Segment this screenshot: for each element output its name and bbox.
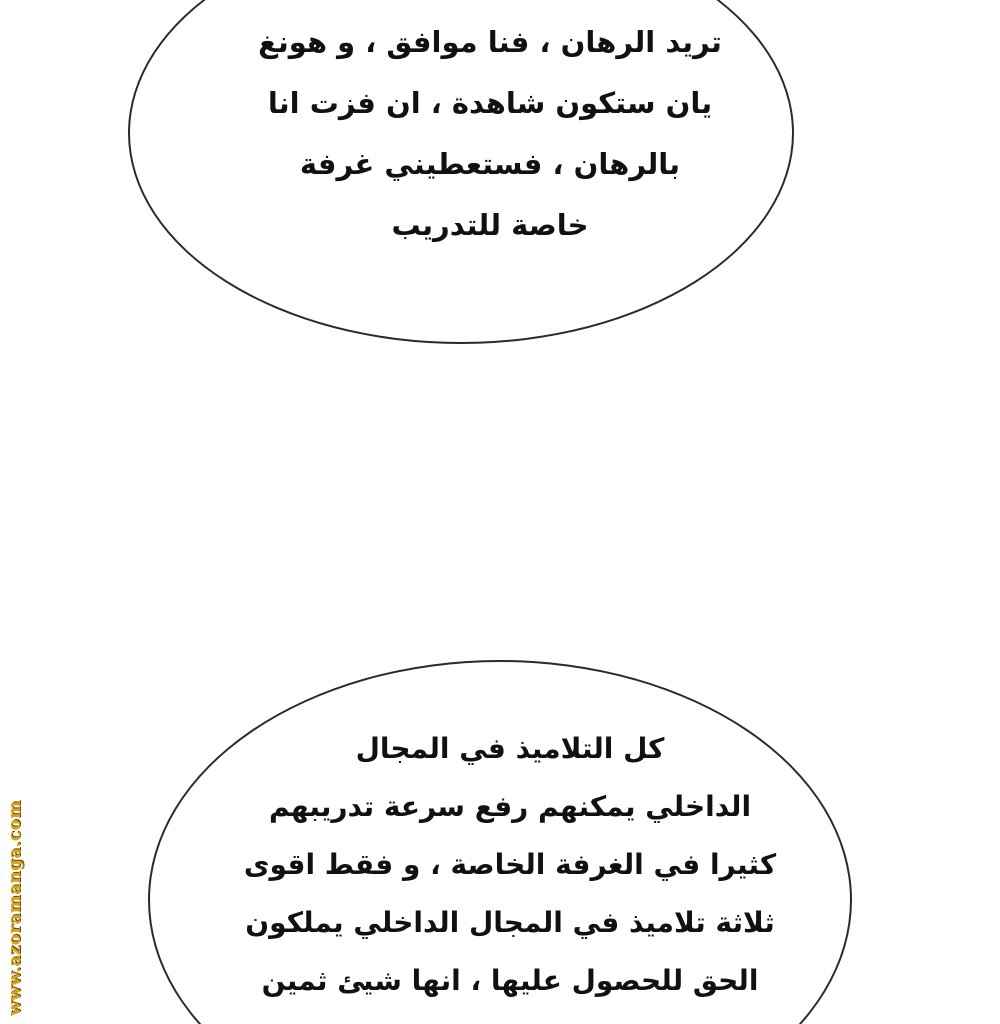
speech-bubble-bottom-text xyxy=(200,720,820,1010)
speech-line: ثلاثة تلاميذ في المجال الداخلي يملكون xyxy=(245,906,775,939)
speech-line: الحق للحصول عليها ، انها شيئ ثمين xyxy=(261,964,759,997)
speech-line: كل التلاميذ في المجال xyxy=(355,732,665,765)
site-watermark: www.azoramanga.com xyxy=(5,800,25,1016)
speech-line: تريد الرهان ، فنا موافق ، و هونغ xyxy=(258,25,722,59)
speech-line: كثيرا في الغرفة الخاصة ، و فقط اقوى xyxy=(243,848,777,881)
speech-line: يان ستكون شاهدة ، ان فزت انا xyxy=(267,86,713,120)
speech-line: بالرهان ، فستعطيني غرفة xyxy=(299,147,681,181)
speech-line: خاصة للتدريب xyxy=(391,208,589,242)
speech-bubble-top-text xyxy=(210,12,770,256)
speech-line: الداخلي يمكنهم رفع سرعة تدريبهم xyxy=(268,790,752,823)
